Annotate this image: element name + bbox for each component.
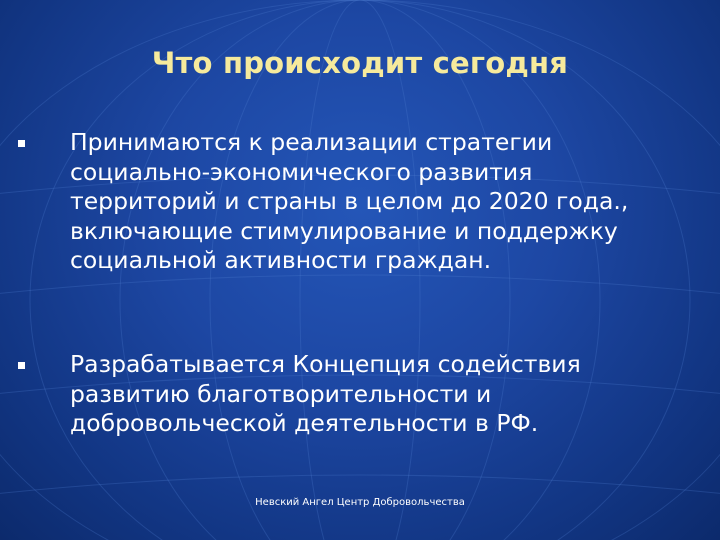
slide-title: Что происходит сегодня bbox=[151, 46, 569, 80]
square-bullet-icon bbox=[18, 140, 25, 147]
square-bullet-icon bbox=[18, 362, 25, 369]
slide-footer: Невский Ангел Центр Добровольчества bbox=[255, 497, 465, 508]
bullet-text: Разрабатывается Концепция содействия развитию благотворительности и добровольческой деятельности в РФ. bbox=[70, 350, 581, 437]
bullet-text: Принимаются к реализации стратегии социально-экономического развития территорий и страны в целом до 2020 года., включающие стимулирование и поддержку социальной активности граждан. bbox=[70, 128, 629, 274]
bullet-item bbox=[70, 350, 670, 439]
bullet-item bbox=[70, 128, 670, 276]
